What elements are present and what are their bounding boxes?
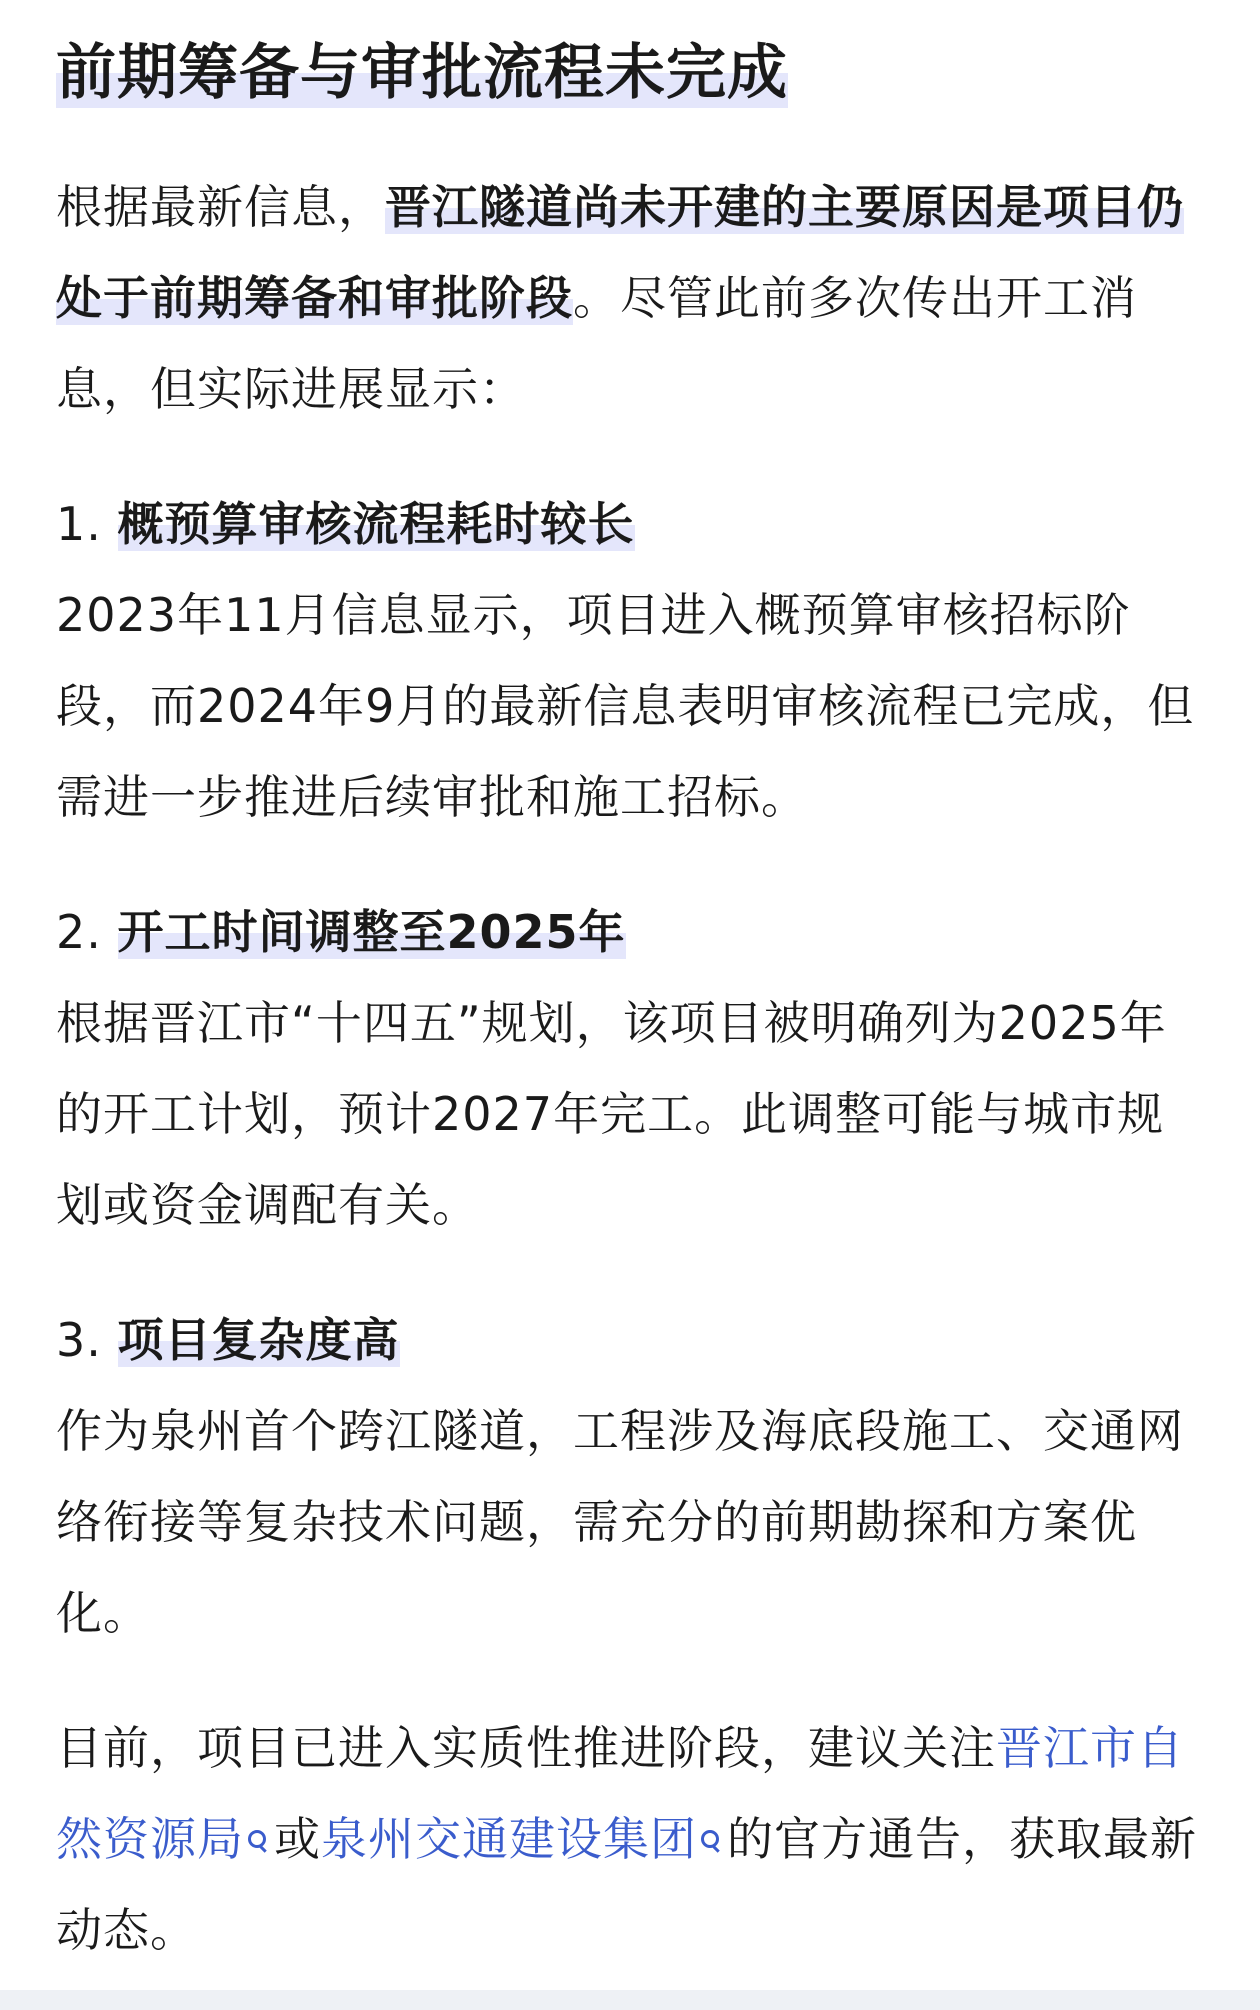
page-title-text: 前期筹备与审批流程未完成: [56, 38, 788, 108]
page-title: [56, 28, 1206, 118]
section-3-number: 3.: [56, 1313, 102, 1367]
section-3: [56, 1295, 1206, 1659]
section-2-heading: [56, 887, 1206, 978]
bottom-strip: [0, 1990, 1260, 2010]
intro-suffix: 。尽管此前多次传出开工消息，但实际进展显示：: [56, 271, 1137, 416]
section-1-title: 概预算审核流程耗时较长: [117, 497, 635, 551]
section-3-heading: [56, 1295, 1206, 1386]
section-2-title: 开工时间调整至2025年: [117, 905, 626, 959]
link-1-text: 晋江市自然资源局: [56, 1721, 1184, 1866]
section-3-title: 项目复杂度高: [117, 1313, 400, 1367]
search-icon: [699, 1828, 721, 1858]
section-1-number: 1.: [56, 497, 102, 551]
closing-paragraph: [56, 1703, 1206, 1976]
search-icon: [246, 1828, 268, 1858]
closing-suffix: 的官方通告，获取最新动态。: [56, 1812, 1197, 1957]
intro-paragraph: [56, 162, 1206, 435]
link-quanzhou-transport-group[interactable]: [321, 1812, 727, 1866]
section-3-body: 作为泉州首个跨江隧道，工程涉及海底段施工、交通网络衔接等复杂技术问题，需充分的前期勘探和方案优化。: [56, 1404, 1184, 1640]
section-1: [56, 479, 1206, 843]
closing-prefix: 目前，项目已进入实质性推进阶段，建议关注: [56, 1721, 996, 1775]
section-2-body: 根据晋江市“十四五”规划，该项目被明确列为2025年的开工计划，预计2027年完工。此调整可能与城市规划或资金调配有关。: [56, 996, 1167, 1232]
section-2-number: 2.: [56, 905, 102, 959]
intro-prefix: 根据最新信息，: [56, 180, 385, 234]
intro-highlight: 晋江隧道尚未开建的主要原因是项目仍处于前期筹备和审批阶段: [56, 180, 1184, 325]
section-2: [56, 887, 1206, 1251]
closing-middle: 或: [274, 1812, 321, 1866]
section-1-body: 2023年11月信息显示，项目进入概预算审核招标阶段，而2024年9月的最新信息表明审核流程已完成，但需进一步推进后续审批和施工招标。: [56, 588, 1195, 824]
link-2-text: 泉州交通建设集团: [321, 1812, 697, 1866]
section-1-heading: [56, 479, 1206, 570]
article-content: [56, 28, 1206, 1976]
